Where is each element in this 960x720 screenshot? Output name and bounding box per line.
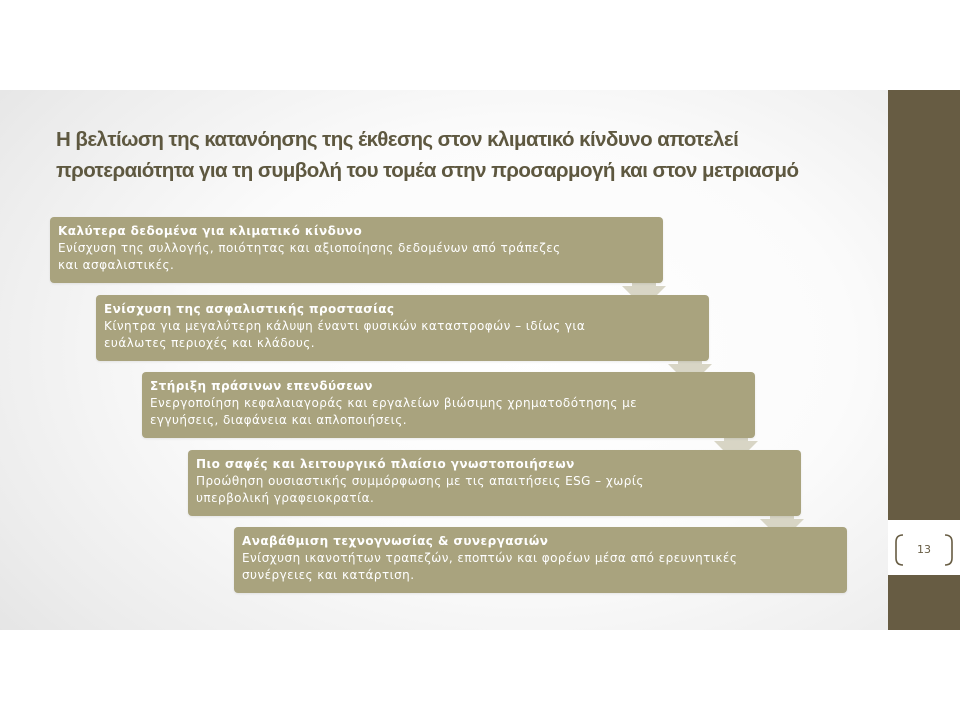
step-box-1 [50, 217, 663, 283]
slide-title [56, 124, 856, 186]
page-number: 13 [917, 543, 931, 556]
step-box-3 [142, 372, 755, 438]
step-description: υπερβολική γραφειοκρατία. [196, 491, 375, 505]
step-description: Κίνητρα για μεγαλύτερη κάλυψη έναντι φυσικών καταστροφών – ιδίως για [104, 319, 586, 333]
step-description: Προώθηση ουσιαστικής συμμόρφωσης με τις απαιτήσεις ESG – χωρίς [196, 474, 644, 488]
step-title: Στήριξη πράσινων επενδύσεων [150, 379, 373, 393]
step-box-2 [96, 295, 709, 361]
step-description: και ασφαλιστικές. [58, 258, 175, 272]
step-box-5 [234, 527, 847, 593]
step-description: εγγυήσεις, διαφάνεια και απλοποιήσεις. [150, 413, 407, 427]
step-title: Αναβάθμιση τεχνογνωσίας & συνεργασιών [242, 534, 549, 548]
step-title: Πιο σαφές και λειτουργικό πλαίσιο γνωστοποιήσεων [196, 457, 575, 471]
step-description: Ενίσχυση ικανοτήτων τραπεζών, εποπτών και φορέων μέσα από ερευνητικές [242, 551, 738, 565]
step-title: Καλύτερα δεδομένα για κλιματικό κίνδυνο [58, 224, 363, 238]
page-number-frame [893, 533, 955, 567]
step-description: Ενίσχυση της συλλογής, ποιότητας και αξιοποίησης δεδομένων από τράπεζες [58, 241, 561, 255]
step-description: Ενεργοποίηση κεφαλαιαγοράς και εργαλείων βιώσιμης χρηματοδότησης με [150, 396, 638, 410]
slide-title-line-1: Η βελτίωση της κατανόησης της έκθεσης στον κλιματικό κίνδυνο αποτελεί [56, 128, 739, 151]
step-title: Ενίσχυση της ασφαλιστικής προστασίας [104, 302, 395, 316]
step-description: ευάλωτες περιοχές και κλάδους. [104, 336, 315, 350]
step-box-4 [188, 450, 801, 516]
slide-title-line-2: προτεραιότητα για τη συμβολή του τομέα στην προσαρμογή και στον μετριασμό [56, 159, 799, 182]
step-description: συνέργειες και κατάρτιση. [242, 568, 415, 582]
